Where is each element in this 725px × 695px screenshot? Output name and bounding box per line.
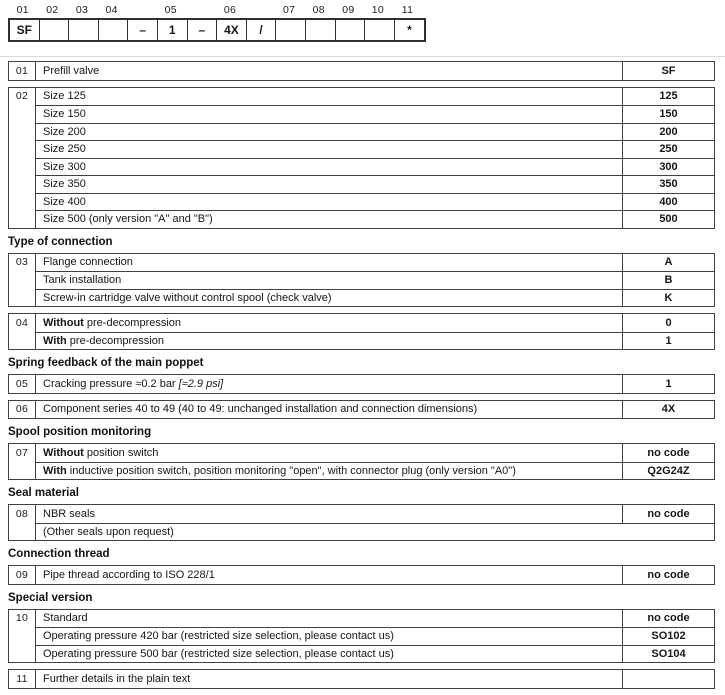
order-code-cell bbox=[336, 20, 366, 40]
row-description: Pipe thread according to ISO 228/1 bbox=[43, 568, 215, 581]
row-number: 08 bbox=[9, 505, 36, 540]
row-description: Screw-in cartridge valve without control spool (check valve) bbox=[36, 289, 622, 307]
code-table-03 bbox=[8, 253, 715, 308]
section-heading: Special version bbox=[8, 591, 93, 604]
row-description: Tank installation bbox=[36, 271, 622, 289]
row-description: Size 500 (only version "A" and "B") bbox=[36, 210, 622, 228]
order-code-builder bbox=[8, 4, 426, 42]
row-code: 300 bbox=[622, 158, 714, 176]
field-position-label: 06 bbox=[223, 4, 237, 16]
field-position-label: 03 bbox=[75, 4, 89, 16]
row-code bbox=[622, 670, 714, 688]
code-table-08 bbox=[8, 504, 715, 541]
row-code: SF bbox=[622, 62, 714, 80]
section-heading: Seal material bbox=[8, 487, 79, 499]
order-code-cell: SF bbox=[10, 20, 40, 40]
field-position-label: 07 bbox=[283, 4, 296, 16]
order-code-cell: – bbox=[128, 20, 158, 40]
row-code: B bbox=[622, 271, 714, 289]
separator-rule bbox=[0, 56, 725, 57]
row-code: 4X bbox=[622, 401, 714, 419]
row-description: Without position switch bbox=[43, 446, 159, 459]
row-description: Size 250 bbox=[36, 140, 622, 158]
row-number: 03 bbox=[9, 254, 36, 307]
row-code: 125 bbox=[622, 88, 714, 106]
field-position-label: 02 bbox=[46, 4, 59, 16]
code-table-06 bbox=[8, 400, 715, 420]
order-code-cell bbox=[99, 20, 129, 40]
row-description: Component series 40 to 49 (40 to 49: unchanged installation and connection dimensions) bbox=[43, 403, 478, 416]
order-code-cell: 4X bbox=[217, 20, 247, 40]
code-table-09 bbox=[8, 565, 715, 585]
row-code: 1 bbox=[622, 332, 714, 350]
row-description: With pre-decompression bbox=[36, 332, 622, 350]
row-code: 250 bbox=[622, 140, 714, 158]
order-code-labels bbox=[8, 4, 426, 18]
row-description: Cracking pressure ≈0.2 bar [≈2.9 psi] bbox=[43, 377, 224, 390]
code-table-10 bbox=[8, 609, 715, 664]
row-description: Size 300 bbox=[36, 158, 622, 176]
code-table-07 bbox=[8, 443, 715, 480]
field-position-label: 05 bbox=[164, 4, 177, 16]
section-heading: Spool position monitoring bbox=[8, 426, 152, 438]
code-table-04 bbox=[8, 313, 715, 350]
row-code: 150 bbox=[622, 105, 714, 123]
field-position-label bbox=[126, 4, 156, 18]
row-description: (Other seals upon request) bbox=[36, 523, 714, 541]
row-code: 0 bbox=[622, 314, 714, 332]
order-code-cell: / bbox=[247, 20, 277, 40]
row-description: Operating pressure 420 bar (restricted size selection, please contact us) bbox=[36, 627, 622, 645]
row-description: Without pre-decompression bbox=[43, 316, 182, 329]
row-code: 200 bbox=[622, 123, 714, 141]
section-heading: Connection thread bbox=[8, 548, 110, 560]
row-code: Q2G24Z bbox=[622, 462, 714, 480]
order-code-cell: * bbox=[407, 23, 412, 37]
section-heading: Type of connection bbox=[8, 235, 113, 248]
row-description: NBR seals bbox=[43, 507, 95, 520]
row-code: 400 bbox=[622, 193, 714, 211]
row-number: 04 bbox=[9, 314, 36, 349]
row-description: Flange connection bbox=[43, 256, 133, 269]
order-code-cell bbox=[365, 20, 395, 40]
row-code: A bbox=[622, 254, 714, 272]
row-number: 01 bbox=[9, 62, 36, 80]
field-position-label: 11 bbox=[401, 4, 414, 16]
row-number: 02 bbox=[9, 88, 36, 228]
order-code-cell: 1 bbox=[158, 20, 188, 40]
section-heading: Spring feedback of the main poppet bbox=[8, 357, 204, 369]
order-code-cell bbox=[306, 20, 336, 40]
order-code-cell bbox=[276, 20, 306, 40]
field-position-label: 10 bbox=[371, 4, 385, 16]
row-description: Size 400 bbox=[36, 193, 622, 211]
order-code-cell: – bbox=[188, 20, 218, 40]
row-description: Operating pressure 500 bar (restricted size selection, please contact us) bbox=[36, 645, 622, 663]
code-table-11 bbox=[8, 669, 715, 689]
row-description: Further details in the plain text bbox=[43, 672, 191, 685]
row-description: Size 350 bbox=[36, 175, 622, 193]
row-number: 06 bbox=[9, 401, 36, 419]
row-number: 10 bbox=[9, 610, 36, 663]
field-position-label: 04 bbox=[105, 4, 118, 16]
field-position-label bbox=[245, 4, 275, 18]
row-code: K bbox=[622, 289, 714, 307]
row-code: SO102 bbox=[622, 627, 714, 645]
row-description: Prefill valve bbox=[43, 64, 100, 77]
row-code: no code bbox=[622, 566, 714, 584]
order-code-cells bbox=[8, 18, 426, 42]
field-position-label bbox=[186, 4, 216, 18]
row-number: 11 bbox=[9, 670, 36, 688]
row-description: Standard bbox=[43, 612, 88, 625]
row-number: 07 bbox=[9, 444, 36, 479]
row-number: 09 bbox=[9, 566, 36, 584]
row-description: Size 125 bbox=[43, 90, 86, 103]
field-position-label: 01 bbox=[16, 4, 29, 16]
field-position-label: 08 bbox=[312, 4, 325, 16]
code-table-01 bbox=[8, 61, 715, 81]
row-code: 350 bbox=[622, 175, 714, 193]
row-code: no code bbox=[622, 505, 714, 523]
row-code: 500 bbox=[622, 210, 714, 228]
row-description: With inductive position switch, position monitoring "open", with connector plug (only version "A0") bbox=[36, 462, 622, 480]
order-code-cell bbox=[40, 20, 70, 40]
row-code: SO104 bbox=[622, 645, 714, 663]
row-description: Size 150 bbox=[36, 105, 622, 123]
row-code: no code bbox=[622, 444, 714, 462]
code-table-02 bbox=[8, 87, 715, 229]
order-code-cell bbox=[69, 20, 99, 40]
row-description: Size 200 bbox=[36, 123, 622, 141]
field-position-label: 09 bbox=[342, 4, 355, 16]
row-code: no code bbox=[622, 610, 714, 628]
row-code: 1 bbox=[622, 375, 714, 393]
row-number: 05 bbox=[9, 375, 36, 393]
blocks bbox=[8, 61, 715, 695]
code-table-05 bbox=[8, 374, 715, 394]
